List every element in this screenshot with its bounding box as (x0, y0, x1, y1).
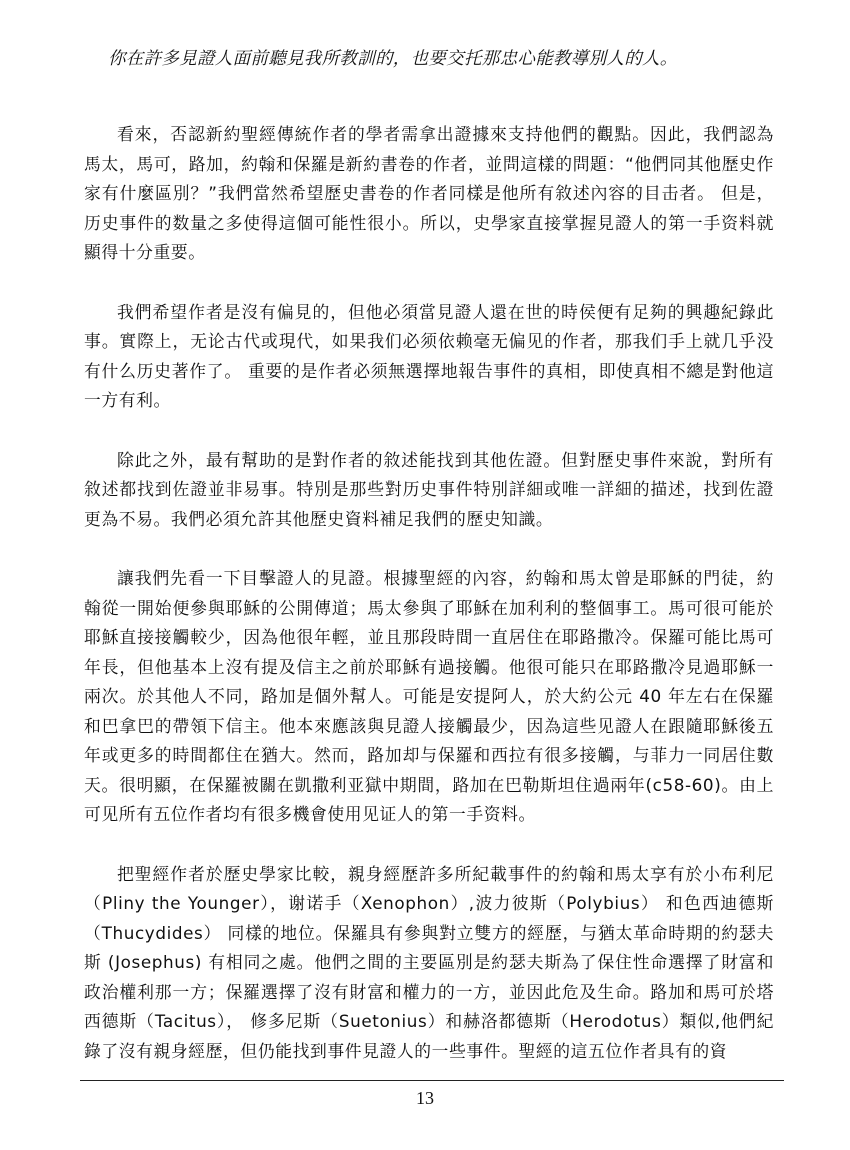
paragraph-2: 我們希望作者是沒有偏見的，但他必須當見證人還在世的時侯便有足夠的興趣紀錄此事。實際上，无论古代或現代，如果我们必须依赖毫无偏见的作者，那我们手上就几乎没有什么历史著作了。 重要的是作者必须無選擇地報告事件的真相，即使真相不總是對他這一方有利。 (84, 301, 774, 410)
paragraph-4: 讓我們先看一下目擊證人的見證。根據聖經的內容，約翰和馬太曾是耶穌的門徒，約翰從一開始便參與耶穌的公開傳道；馬太參與了耶穌在加利利的整個事工。馬可很可能於耶穌直接接觸較少，因為他很年輕，並且那段時間一直居住在耶路撒冷。保羅可能比馬可年長，但他基本上沒有提及信主之前於耶穌有過接觸。他很可能只在耶路撒冷見過耶穌一兩次。於其他人不同，路加是個外幫人。可能是安提阿人，於大約公元 40 年左右在保羅和巴拿巴的帶領下信主。他本來應該與見證人接觸最少，因為這些见證人在跟隨耶穌後五年或更多的時間都住在猶大。然而，路加却与保羅和西拉有很多接觸，与菲力一同居住數天。很明顯，在保羅被關在凱撒利亚獄中期間，路加在巴勒斯坦住過兩年(c58-60)。由上可见所有五位作者均有很多機會使用见证人的第一手资料。 (84, 568, 774, 824)
footer-divider (80, 1080, 784, 1081)
paragraph-3: 除此之外，最有幫助的是對作者的敘述能找到其他佐證。但對歷史事件來說，對所有敘述都找到佐證並非易事。特別是那些對历史事件特別詳細或唯一詳細的描述，找到佐證更為不易。我們必須允許其他歷史資料補足我們的歷史知識。 (84, 449, 774, 529)
page-number: 13 (416, 1088, 434, 1108)
epigraph-quote: 你在許多見證人面前聽見我所教訓的，也要交托那忠心能教導別人的人。 (108, 49, 678, 69)
paragraph-5: 把聖經作者於歷史學家比較，親身經歷許多所紀載事件的約翰和馬太享有於小布利尼（Pliny the Younger），谢诺手（Xenophon）,波力彼斯（Polybius） 和色西迪德斯（Thucydides） 同樣的地位。保羅具有參與對立雙方的經歷，与猶太革命時期的約瑟夫斯 (Josephus) 有相同之處。他們之間的主要區別是約瑟夫斯為了保住性命選擇了財富和政治權利那一方；保羅選擇了沒有財富和權力的一方，並因此危及生命。路加和馬可於塔西德斯（Tacitus）， 修多尼斯（Suetonius）和赫洛都德斯（Herodotus）類似,他們紀錄了沒有親身經歷，但仍能找到事件見證人的一些事件。聖經的這五位作者具有的資 (84, 863, 774, 1061)
paragraph-1: 看來，否認新約聖經傳統作者的學者需拿出證據來支持他們的觀點。因此，我們認為馬太，馬可，路加，約翰和保羅是新約書卷的作者，並問這樣的問題：“他們同其他歷史作家有什麼區別？”我們當然希望歷史書卷的作者同樣是他所有敘述內容的目击者。 但是，历史事件的数量之多使得這個可能性很小。所以，史學家直接掌握見證人的第一手资料就顯得十分重要。 (84, 124, 774, 262)
body-text (84, 120, 774, 1096)
